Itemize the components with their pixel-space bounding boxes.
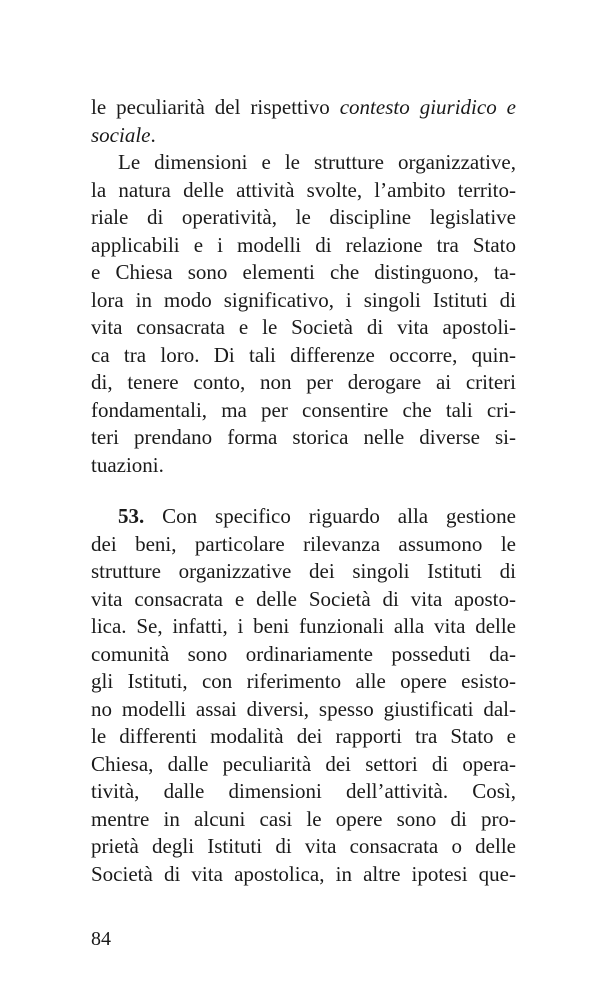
italic-text: sociale (91, 122, 151, 147)
text-line: no modelli assai diversi, spesso giustificati dal- (91, 696, 516, 721)
text-line: gli Istituti, con riferimento alle opere esisto- (91, 669, 516, 693)
paragraph-number: 53. (118, 504, 145, 528)
text-line: comunità sono ordinariamente posseduti da- (91, 641, 516, 666)
text-line: di, tenere conto, non per derogare ai criteri (91, 370, 516, 394)
text-line: la natura delle attività svolte, l’ambito territo- (91, 177, 516, 202)
text-line: dei beni, particolare rilevanza assumono le (91, 531, 516, 556)
text-line: ca tra loro. Di tali differenze occorre, quin- (91, 342, 516, 367)
text-line: lora in modo significativo, i singoli Istituti di (91, 287, 516, 312)
text-line (91, 122, 516, 150)
text-line: teri prendano forma storica nelle diverse si- (91, 425, 516, 449)
text-span: Con specifico riguardo alla gestione (144, 504, 516, 528)
text-line: Società di vita apostolica, in altre ipotesi que- (91, 861, 516, 886)
text-line: tività, dalle dimensioni dell’attività. Così, (91, 779, 516, 803)
text-line: le differenti modalità dei rapporti tra Stato e (91, 724, 516, 748)
text-line: mentre in alcuni casi le opere sono di pro- (91, 806, 516, 831)
text-line: vita consacrata e le Società di vita apostoli- (91, 315, 516, 339)
text-line: lica. Se, infatti, i beni funzionali alla vita delle (91, 614, 516, 638)
text-line: riale di operatività, le discipline legislative (91, 205, 516, 229)
text-span: le peculiarità del rispettivo (91, 95, 340, 119)
text-line: fondamentali, ma per consentire che tali cri- (91, 397, 516, 422)
italic-text: contesto giuridico e (339, 95, 516, 119)
paragraph-continuation (91, 94, 516, 479)
text-line (91, 94, 516, 122)
text-line: strutture organizzative dei singoli Istituti di (91, 559, 516, 583)
text-line: Chiesa, dalle peculiarità dei settori di opera- (91, 751, 516, 776)
text-line: e Chiesa sono elementi che distinguono, ta- (91, 260, 516, 284)
text-line: prietà degli Istituti di vita consacrata o delle (91, 834, 516, 858)
paragraph-53 (91, 503, 516, 888)
page-number: 84 (91, 928, 111, 950)
text-line: Le dimensioni e le strutture organizzative, (118, 150, 516, 174)
text-line: applicabili e i modelli di relazione tra Stato (91, 232, 516, 257)
text-span: . (150, 122, 156, 147)
text-line: tuazioni. (91, 452, 164, 477)
text-line: vita consacrata e delle Società di vita aposto- (91, 586, 516, 611)
text-line (91, 503, 516, 531)
